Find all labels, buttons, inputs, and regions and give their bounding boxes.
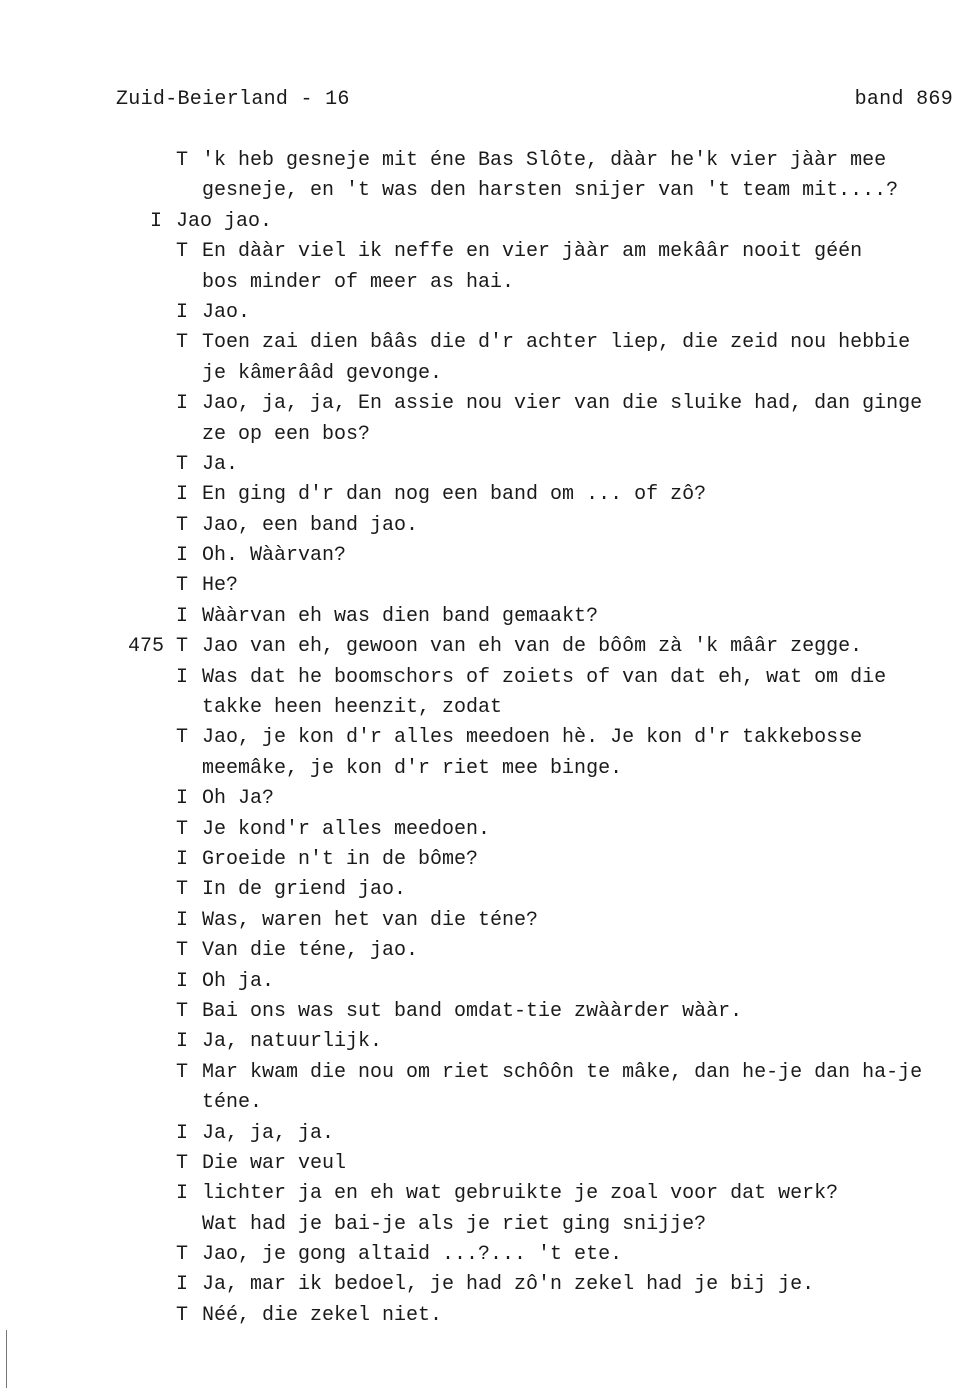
- transcript-line: [176, 328, 953, 358]
- utterance-text: je kâmerââd gevonge.: [202, 361, 443, 385]
- transcript-turn: [0, 936, 973, 966]
- speaker-label: T: [176, 1151, 189, 1175]
- transcript-turn: [0, 1179, 973, 1240]
- utterance-text: En ging d'r dan nog een band om ... of zô?: [202, 483, 707, 507]
- utterance-text: He?: [202, 574, 239, 598]
- speaker-label: T: [176, 726, 189, 750]
- transcript-line: [176, 389, 953, 419]
- transcript-line: [176, 541, 953, 571]
- transcript-body: [0, 146, 973, 1331]
- utterance-text: ze op een bos?: [202, 422, 371, 446]
- transcript-turn: [0, 1027, 973, 1057]
- utterance-text: Van die téne, jao.: [202, 939, 419, 963]
- transcript-turn: [0, 1270, 973, 1300]
- utterance-text: takke heen heenzit, zodat: [202, 696, 503, 720]
- speaker-label: T: [176, 452, 189, 476]
- utterance-text: Jao, ja, ja, En assie nou vier van die sluike had, dan ginge: [202, 392, 923, 416]
- margin-rule: [6, 1330, 7, 1388]
- speaker-label: T: [176, 817, 189, 841]
- transcript-line: [176, 815, 953, 845]
- speaker-label: I: [176, 665, 189, 689]
- utterance-text: 'k heb gesneje mit éne Bas Slôte, dààr he'k vier jààr mee: [202, 149, 887, 172]
- utterance-text: téne.: [202, 1091, 263, 1115]
- transcript-turn: [0, 328, 973, 389]
- speaker-label: T: [176, 1243, 189, 1267]
- speaker-label: I: [176, 483, 189, 507]
- transcript-line: [176, 1119, 953, 1149]
- transcript-line: [176, 511, 953, 541]
- speaker-label: I: [176, 300, 189, 324]
- utterance-text: Je kond'r alles meedoen.: [202, 817, 491, 841]
- transcript-line: [176, 936, 953, 966]
- speaker-label: T: [176, 878, 189, 902]
- transcript-turn: [0, 1119, 973, 1149]
- transcript-turn: [0, 723, 973, 784]
- utterance-text: lichter ja en eh wat gebruikte je zoal voor dat werk?: [202, 1182, 839, 1206]
- transcript-turn: [0, 298, 973, 328]
- speaker-label: I: [176, 787, 189, 811]
- transcript-line: [176, 997, 953, 1027]
- speaker-label: I: [176, 1121, 189, 1145]
- speaker-label: T: [176, 939, 189, 963]
- speaker-label: T: [176, 240, 189, 264]
- transcript-turn: [0, 146, 973, 207]
- utterance-text: Oh. Wààrvan?: [202, 544, 347, 568]
- transcript-turn: [0, 997, 973, 1027]
- page-header-title: Zuid-Beierland - 16: [116, 88, 350, 111]
- transcript-turn: [0, 784, 973, 814]
- transcript-line: [176, 1210, 953, 1240]
- transcript-turn: [0, 541, 973, 571]
- utterance-text: Wààrvan eh was dien band gemaakt?: [202, 604, 599, 628]
- transcript-turn: [0, 632, 973, 662]
- transcript-line: [176, 663, 953, 693]
- transcript-turn: [0, 1149, 973, 1179]
- utterance-text: Jao.: [202, 300, 251, 324]
- speaker-label: I: [176, 847, 189, 871]
- utterance-text: Mar kwam die nou om riet schôôn te mâke, dan he-je dan ha-je: [202, 1060, 923, 1084]
- speaker-label: T: [176, 1060, 189, 1084]
- speaker-label: I: [176, 392, 189, 416]
- transcript-line: [176, 1270, 953, 1300]
- transcript-turn: [0, 237, 973, 298]
- transcript-turn: [0, 480, 973, 510]
- speaker-label: T: [176, 999, 189, 1023]
- speaker-label: I: [176, 969, 189, 993]
- transcript-line: [150, 207, 953, 237]
- utterance-text: Ja.: [202, 452, 239, 476]
- transcript-line: [176, 1149, 953, 1179]
- utterance-text: bos minder of meer as hai.: [202, 270, 515, 294]
- transcript-line: [176, 632, 953, 662]
- utterance-text: Jao, je gong altaid ...?... 't ete.: [202, 1243, 623, 1267]
- transcript-turn: [0, 207, 973, 237]
- transcript-line: [176, 1240, 953, 1270]
- speaker-label: T: [176, 513, 189, 537]
- speaker-label: T: [176, 635, 189, 659]
- transcript-line: [176, 1058, 953, 1088]
- transcript-turn: [0, 845, 973, 875]
- utterance-text: meemâke, je kon d'r riet mee binge.: [202, 756, 623, 780]
- transcript-turn: [0, 663, 973, 724]
- speaker-label: I: [176, 1030, 189, 1054]
- transcript-line: [176, 359, 953, 389]
- transcript-turn: [0, 450, 973, 480]
- transcript-turn: [0, 602, 973, 632]
- utterance-text: Toen zai dien bââs die d'r achter liep, die zeid nou hebbie: [202, 331, 911, 355]
- utterance-text: Die war veul: [202, 1151, 347, 1175]
- utterance-text: Oh Ja?: [202, 787, 275, 811]
- transcript-line: [176, 1179, 953, 1209]
- transcript-line: [176, 967, 953, 997]
- transcript-line: [176, 1301, 953, 1331]
- transcript-line: [176, 784, 953, 814]
- transcript-line: [176, 906, 953, 936]
- speaker-label: T: [176, 1303, 189, 1327]
- transcript-line: [176, 237, 953, 267]
- utterance-text: Jao, een band jao.: [202, 513, 419, 537]
- speaker-label: I: [176, 544, 189, 568]
- line-number: 475: [128, 635, 165, 659]
- utterance-text: Ja, ja, ja.: [202, 1121, 335, 1145]
- utterance-text: Jao, je kon d'r alles meedoen hè. Je kon d'r takkebosse: [202, 726, 863, 750]
- transcript-turn: [0, 389, 973, 450]
- transcript-line: [176, 450, 953, 480]
- transcript-line: [176, 176, 953, 206]
- transcript-turn: [0, 875, 973, 905]
- utterance-text: Oh ja.: [202, 969, 275, 993]
- utterance-text: Néé, die zekel niet.: [202, 1303, 443, 1327]
- transcript-turn: [0, 1058, 973, 1119]
- transcript-line: [176, 1088, 953, 1118]
- transcript-line: [176, 845, 953, 875]
- transcript-turn: [0, 511, 973, 541]
- utterance-text: Groeide n't in de bôme?: [202, 847, 479, 871]
- transcript-line: [176, 875, 953, 905]
- transcript-line: [176, 420, 953, 450]
- speaker-label: T: [176, 574, 189, 598]
- utterance-text: In de griend jao.: [202, 878, 407, 902]
- utterance-text: Bai ons was sut band omdat-tie zwààrder wààr.: [202, 999, 743, 1023]
- speaker-label: T: [176, 149, 189, 172]
- transcript-turn: [0, 1301, 973, 1331]
- speaker-label: I: [176, 1182, 189, 1206]
- transcript-turn: [0, 815, 973, 845]
- transcript-line: [176, 754, 953, 784]
- transcript-line: [176, 268, 953, 298]
- speaker-label: I: [176, 604, 189, 628]
- utterance-text: Jao van eh, gewoon van eh van de bôôm zà 'k mââr zegge.: [202, 635, 863, 659]
- speaker-label: I: [176, 1273, 189, 1297]
- transcript-line: [176, 723, 953, 753]
- transcript-turn: [0, 571, 973, 601]
- utterance-text: Wat had je bai-je als je riet ging snijje?: [202, 1212, 707, 1236]
- utterance-text: Jao jao.: [176, 209, 273, 233]
- utterance-text: gesneje, en 't was den harsten snijer van 't team mit....?: [202, 179, 899, 203]
- utterance-text: Ja, mar ik bedoel, je had zô'n zekel had je bij je.: [202, 1273, 815, 1297]
- utterance-text: Was dat he boomschors of zoiets of van dat eh, wat om die: [202, 665, 887, 689]
- transcript-line: [176, 693, 953, 723]
- page-header-tape-number: band 869: [854, 88, 953, 111]
- utterance-text: Was, waren het van die téne?: [202, 908, 539, 932]
- transcript-line: [176, 1027, 953, 1057]
- utterance-text: Ja, natuurlijk.: [202, 1030, 383, 1054]
- speaker-label: T: [176, 331, 189, 355]
- transcript-line: [176, 480, 953, 510]
- transcript-line: [176, 146, 953, 176]
- transcript-turn: [0, 906, 973, 936]
- speaker-label: I: [176, 908, 189, 932]
- transcript-line: [176, 571, 953, 601]
- transcript-line: [176, 602, 953, 632]
- transcript-turn: [0, 967, 973, 997]
- speaker-label: I: [150, 209, 163, 233]
- transcript-turn: [0, 1240, 973, 1270]
- transcript-line: [176, 298, 953, 328]
- utterance-text: En dààr viel ik neffe en vier jààr am mekââr nooit géén: [202, 240, 863, 264]
